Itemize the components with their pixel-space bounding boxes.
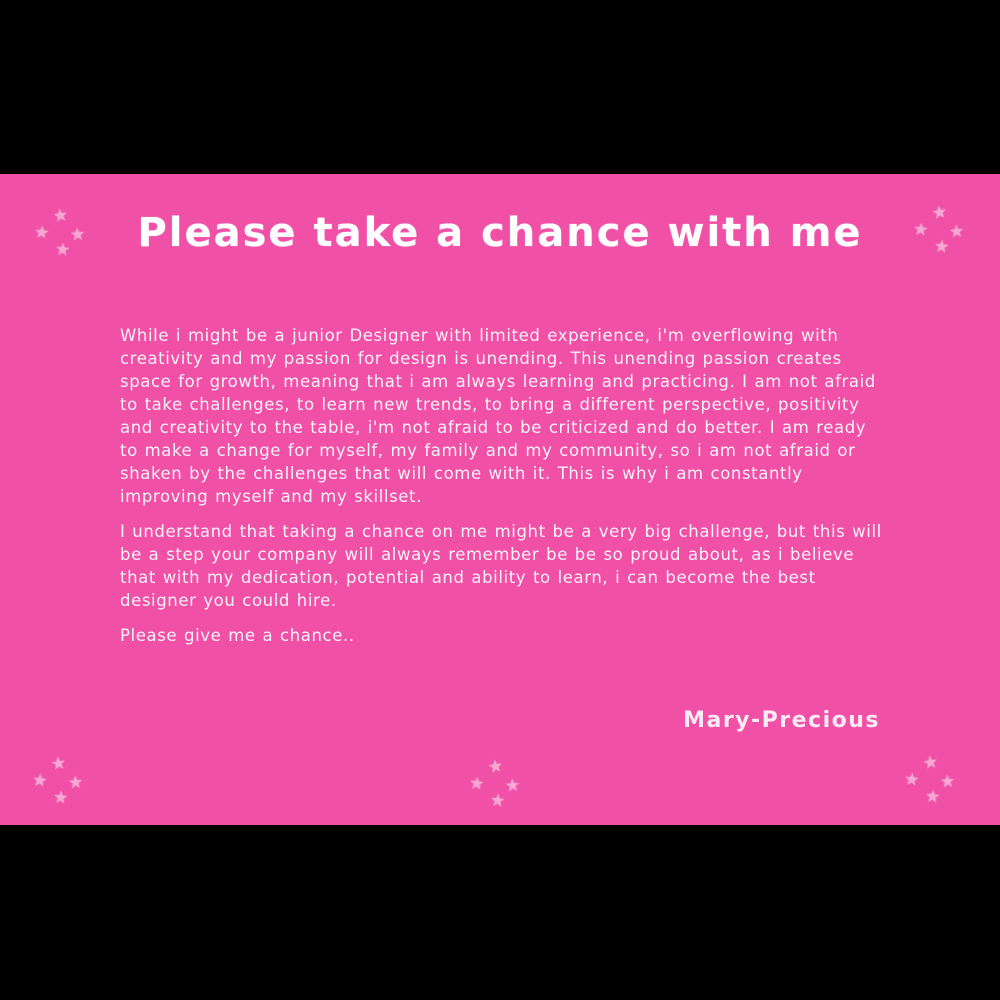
slide-title: Please take a chance with me	[137, 210, 863, 256]
body-paragraph-2: I understand that taking a chance on me might be a very big challenge, but this will be a step your company will always remember be be so proud about, as i believe that with my dedication, potential and ability to learn, i can become the best designer you could hire.	[120, 522, 882, 610]
star-icon: ★	[51, 205, 70, 227]
star-icon: ★	[54, 239, 72, 261]
signature: Mary-Precious	[683, 708, 880, 733]
star-cluster-top-left	[33, 205, 90, 264]
star-cluster-bottom-left	[31, 753, 88, 812]
body-paragraph-1: While i might be a junior Designer with limited experience, i'm overflowing with creativity and my passion for design is unending. This unending passion creates space for growth, meaning that i am always learning and practicing. I am not afraid to take challenges, to learn new trends, to bring a different perspective, positivity and creativity to the table, i'm not afraid to be criticized and do better. I am ready to make a change for myself, my family and my community, so i am not afraid or shaken by the challenges that will come with it. This is why i am constantly improving myself and my skillset.	[120, 326, 876, 506]
star-icon: ★	[921, 752, 940, 774]
closing-line: Please give me a chance..	[120, 626, 355, 645]
star-icon: ★	[468, 773, 486, 795]
star-cluster-bottom-right	[903, 752, 960, 811]
star-icon: ★	[49, 753, 68, 775]
star-icon: ★	[903, 769, 921, 791]
star-icon: ★	[948, 221, 965, 243]
star-icon: ★	[924, 786, 942, 808]
star-icon: ★	[486, 756, 505, 778]
star-icon: ★	[504, 775, 521, 797]
cover-letter-body	[120, 324, 882, 659]
pink-slide-card	[0, 174, 1000, 825]
star-cluster-bottom-center	[468, 756, 525, 815]
star-icon: ★	[67, 772, 84, 794]
star-icon: ★	[933, 236, 951, 258]
star-icon: ★	[31, 770, 49, 792]
star-icon: ★	[912, 219, 930, 241]
star-icon: ★	[489, 790, 507, 812]
star-icon: ★	[939, 771, 956, 793]
star-icon: ★	[52, 787, 70, 809]
star-icon: ★	[69, 224, 86, 246]
star-icon: ★	[930, 202, 949, 224]
star-icon: ★	[33, 222, 51, 244]
star-cluster-top-right	[912, 202, 969, 261]
